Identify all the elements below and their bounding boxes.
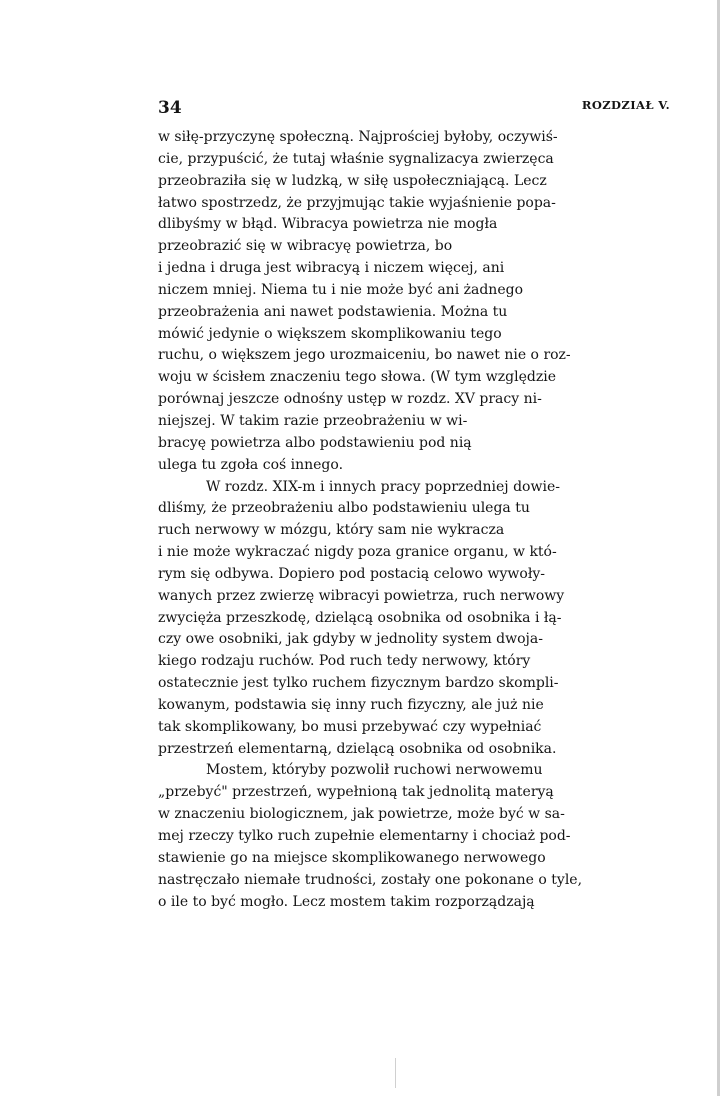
paragraph-first-line: Mostem, któryby pozwolił ruchowi nerwowemu bbox=[206, 762, 543, 779]
text-line: ruchu, o większem jego urozmaiceniu, bo nawet nie o roz- bbox=[158, 347, 571, 364]
text-line: kowanym, podstawia się inny ruch fizyczny, ale już nie bbox=[158, 696, 544, 713]
body-text bbox=[158, 127, 670, 913]
text-line: przeobraziła się w ludzką, w siłę uspołeczniającą. Lecz bbox=[158, 172, 547, 189]
text-line: ruch nerwowy w mózgu, który sam nie wykracza bbox=[158, 522, 505, 539]
text-line: woju w ścisłem znaczeniu tego słowa. (W tym względzie bbox=[158, 369, 556, 386]
text-line: w siłę-przyczynę społeczną. Najprościej byłoby, oczywiś- bbox=[158, 129, 558, 145]
text-line: rym się odbywa. Dopiero pod postacią celowo wywoły- bbox=[158, 565, 546, 582]
running-head: ROZDZIAŁ V. bbox=[581, 98, 670, 112]
paragraph-first-line: W rozdz. XIX-m i innych pracy poprzedniej dowie- bbox=[206, 478, 560, 495]
text-line: „przebyć" przestrzeń, wypełnioną tak jednolitą materyą bbox=[158, 784, 554, 801]
text-line: stawienie go na miejsce skomplikowanego nerwowego bbox=[158, 849, 546, 866]
text-line: czy owe osobniki, jak gdyby w jednolity system dwoja- bbox=[158, 631, 543, 648]
text-line: ulega tu zgoła coś innego. bbox=[158, 456, 344, 473]
text-line: nastręczało niemałe trudności, zostały one pokonane o tyle, bbox=[158, 871, 583, 888]
page-number: 34 bbox=[158, 98, 182, 118]
text-line: mówić jedynie o większem skomplikowaniu tego bbox=[158, 325, 502, 342]
text-line: porównaj jeszcze odnośny ustęp w rozdz. XV pracy ni- bbox=[158, 391, 542, 408]
text-line: niejszej. W takim razie przeobrażeniu w wi- bbox=[158, 412, 468, 429]
text-line: o ile to być mogło. Lecz mostem takim rozporządzają bbox=[158, 893, 535, 910]
text-line: tak skomplikowany, bo musi przebywać czy wypełniać bbox=[158, 718, 542, 735]
scan-artifact bbox=[395, 1058, 396, 1088]
text-line: ostatecznie jest tylko ruchem fizycznym bardzo skompli- bbox=[158, 675, 559, 692]
text-line: bracyę powietrza albo podstawieniu pod nią bbox=[158, 434, 472, 451]
text-line: zwycięża przeszkodę, dzielącą osobnika od osobnika i łą- bbox=[158, 609, 562, 626]
text-line: przeobrażenia ani nawet podstawienia. Można tu bbox=[158, 303, 508, 320]
text-line: dlibyśmy w błąd. Wibracya powietrza nie mogła bbox=[158, 216, 498, 233]
text-line: wanych przez zwierzę wibracyi powietrza, ruch nerwowy bbox=[158, 587, 565, 604]
text-line: przestrzeń elementarną, dzielącą osobnika od osobnika. bbox=[158, 740, 557, 757]
text-line: kiego rodzaju ruchów. Pod ruch tedy nerwowy, który bbox=[158, 653, 531, 670]
text-line: przeobrazić się w wibracyę powietrza, bo bbox=[158, 238, 453, 255]
text-line: łatwo spostrzedz, że przyjmując takie wyjaśnienie popa- bbox=[158, 194, 556, 211]
text-line: w znaczeniu biologicznem, jak powietrze, może być w sa- bbox=[158, 806, 565, 823]
text-line: i jedna i druga jest wibracyą i niczem więcej, ani bbox=[158, 260, 505, 277]
text-line: niczem mniej. Niema tu i nie może być ani żadnego bbox=[158, 281, 523, 298]
text-line: cie, przypuścić, że tutaj właśnie sygnalizacya zwierzęca bbox=[158, 150, 554, 167]
text-line: dliśmy, że przeobrażeniu albo podstawieniu ulega tu bbox=[158, 500, 530, 517]
text-line: i nie może wykraczać nigdy poza granice organu, w któ- bbox=[158, 544, 557, 561]
text-line: mej rzeczy tylko ruch zupełnie elementarny i chociaż pod- bbox=[158, 828, 571, 844]
